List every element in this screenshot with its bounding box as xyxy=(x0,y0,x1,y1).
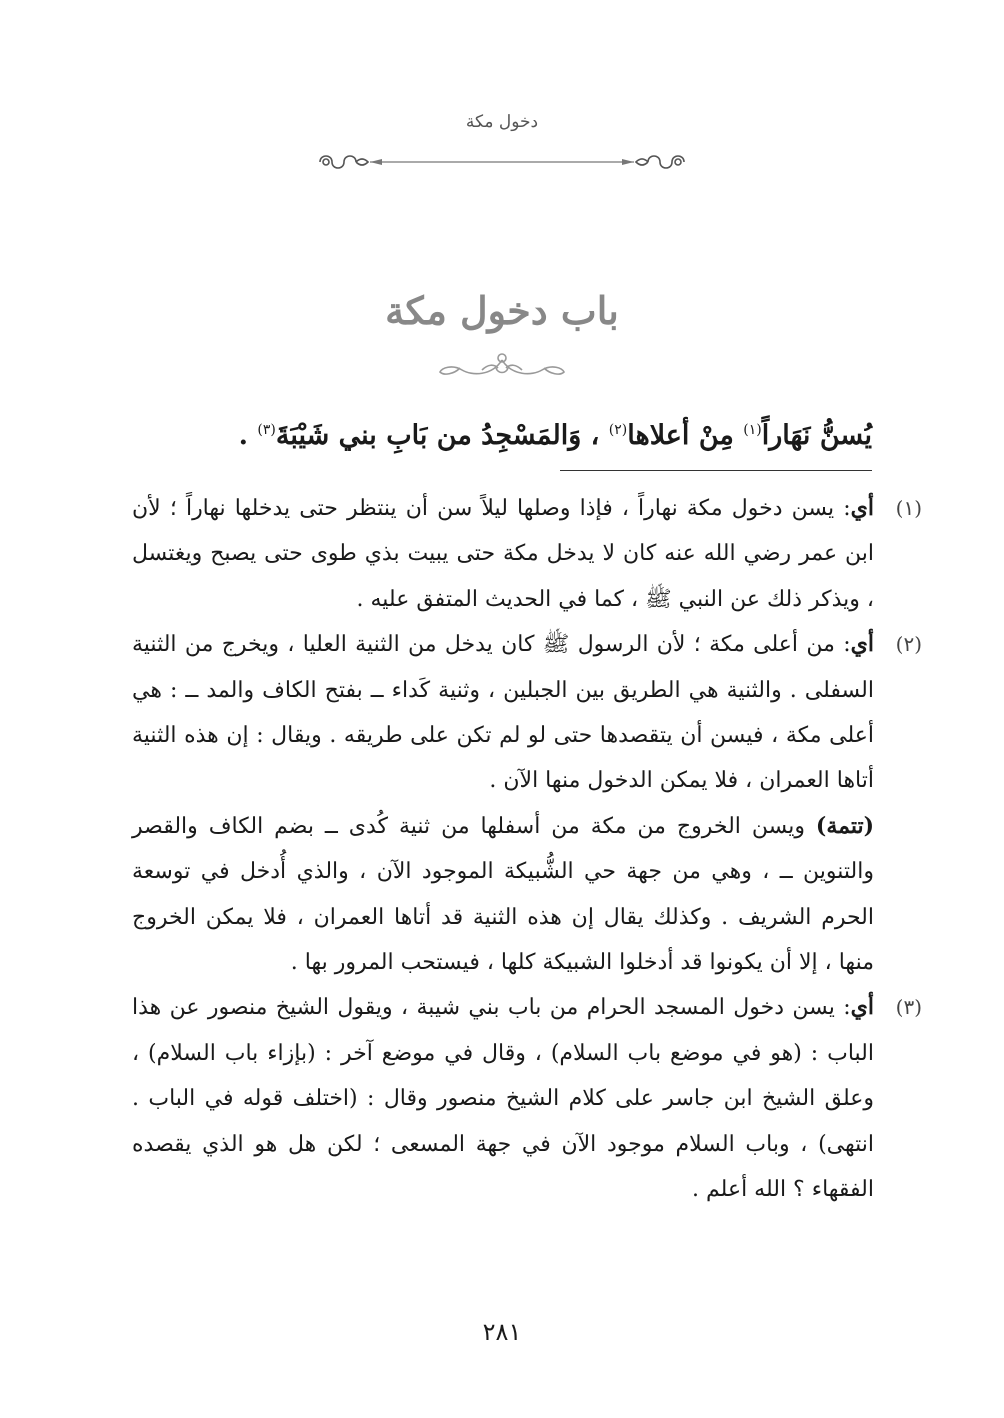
footnote-supplement-lead: (تتمة) xyxy=(815,812,874,839)
matn-text xyxy=(132,408,872,458)
footnote-ref[interactable]: (١) xyxy=(743,422,762,438)
chapter-title: باب دخول مكة xyxy=(385,288,619,333)
footnote-number: (٢) xyxy=(895,632,922,657)
matn-part: . xyxy=(238,420,258,451)
footnote-separator xyxy=(560,470,872,471)
running-header xyxy=(0,112,1004,138)
title-ornament xyxy=(432,350,572,384)
footnote-ref[interactable]: (٢) xyxy=(608,422,628,438)
footnote xyxy=(132,985,922,1212)
footnote-number: (١) xyxy=(895,496,922,520)
running-title: دخول مكة xyxy=(465,112,539,132)
footnote-lead: أي xyxy=(850,994,874,1021)
footnote-ref[interactable]: (٣) xyxy=(257,422,276,438)
footnote-lead: أي xyxy=(850,631,874,658)
footnote-text: : يسن دخول المسجد الحرام من باب بني شيبة ، ويقول الشيخ منصور عن هذا الباب : (هو في موضع باب السلام) ، وقال في موضع آخر : (بإزاء باب السلام) ، وعلق الشيخ ابن جاسر على كلام الشيخ منصور وقال : (اختلف قوله في الباب . انتهى) ، وباب السلام موجود الآن في جهة المسعى ؛ لكن هل هو الذي يقصده الفقهاء ؟ الله أعلم . xyxy=(132,995,874,1203)
footnote-supplement-text: ويسن الخروج من مكة من أسفلها من ثنية كُدى ــ بضم الكاف والقصر والتنوين ــ ، وهي من جهة حي الشُّبيكة الموجود الآن ، والذي أُدخل في توسعة الحرم الشريف . وكذلك يقال إن هذه الثنية قد أتاها العمران ، فلا يمكن الخروج منها ، إلا أن يكونوا قد أدخلوا الشبيكة كلها ، فيستحب المرور بها . xyxy=(132,813,874,976)
matn-part: يُسنُّ نَهَاراً xyxy=(761,420,872,451)
footnote xyxy=(132,486,922,622)
footnote xyxy=(132,622,922,985)
matn-part: ، وَالمَسْجِدُ من بَابِ بني شَيْبَةَ xyxy=(275,420,609,451)
header-ornament-rule xyxy=(312,150,692,174)
footnote-text: : يسن دخول مكة نهاراً ، فإذا وصلها ليلاً سن أن ينتظر حتى يدخلها نهاراً ؛ لأن ابن عمر رضي الله عنه كان لا يدخل مكة حتى يبيت بذي طوى حتى يصبح ويغتسل ، ويذكر ذلك عن النبي ﷺ ، كما في الحديث المتفق عليه . xyxy=(132,496,874,612)
footnote-number: (٣) xyxy=(895,995,922,1020)
footnotes xyxy=(132,486,922,1213)
footnote-text: : من أعلى مكة ؛ لأن الرسول ﷺ كان يدخل من الثنية العليا ، ويخرج من الثنية السفلى . والثنية هي الطريق بين الجبلين ، وثنية كَداء ــ بفتح الكاف والمد ــ : هي أعلى مكة ، فيسن أن يتقصدها حتى لو لم تكن على طريقه . ويقال : إن هذه الثنية أتاها العمران ، فلا يمكن الدخول منها الآن . xyxy=(132,632,874,794)
matn-part: مِنْ أعلاها xyxy=(627,420,744,451)
page-number: ٢٨١ xyxy=(482,1318,522,1346)
footnote-lead: أي xyxy=(850,495,874,521)
